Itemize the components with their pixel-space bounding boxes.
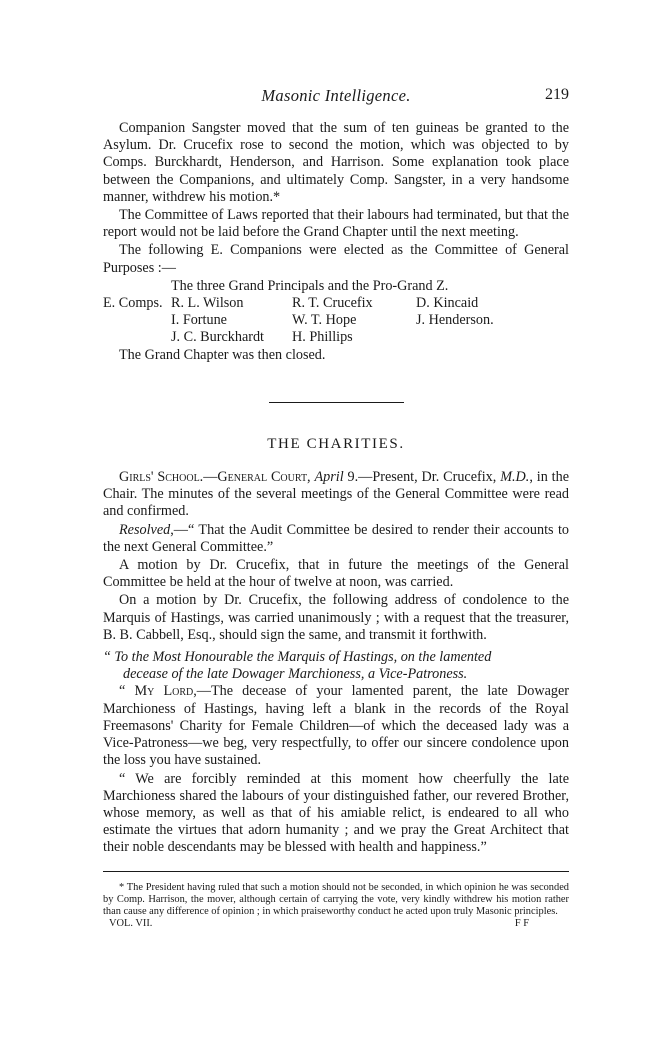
members-row (103, 295, 494, 312)
paragraph-committee-of-laws: The Committee of Laws reported that their labours had terminated, but that the report would not be laid before the Grand Chapter until the next meeting. (103, 207, 569, 241)
member-name: R. L. Wilson (171, 295, 244, 312)
address-title: “ To the Most Honourable the Marquis of Hastings, on the lamented decease of the late Dowager Marchioness, a Vice-Patroness. (103, 649, 492, 683)
girls-school-label: Girls' School. (119, 469, 204, 486)
volume-label: VOL. VII. (109, 917, 153, 929)
md-abbreviation: M.D. (500, 469, 530, 486)
running-title: Masonic Intelligence. (261, 86, 411, 105)
section-heading-charities: THE CHARITIES. (267, 435, 405, 452)
members-row (103, 329, 494, 346)
paragraph-sangster-motion: Companion Sangster moved that the sum of ten guineas be granted to the Asylum. Dr. Crucefix rose to second the motion, which was objected to by Comps. Burckhardt, Henderson, and Harrison. Some explanation took place between the Companions, and ultimately Comp. Sangster, in a very handsome manner, withdrew his motion.* (103, 120, 569, 205)
member-name: H. Phillips (292, 329, 353, 346)
paragraph-chapter-closed: The Grand Chapter was then closed. (119, 346, 326, 363)
member-name (416, 329, 494, 346)
letter-paragraph-2: “ We are forcibly reminded at this moment how cheerfully the late Marchioness shared the labours of your distinguished father, our revered Brother, whose memory, as well as that of his amiable relict, is endeared to all who estimate the virtues that adorn humanity ; and we pray the Great Architect that their noble descendants may be blessed with health and happiness.” (103, 770, 569, 856)
page-number: 219 (545, 86, 569, 103)
member-name: I. Fortune (171, 312, 227, 329)
signature-mark: F F (514, 917, 529, 929)
members-row (103, 312, 494, 329)
section-divider-rule (269, 402, 404, 403)
footnote: * The President having ruled that such a motion should not be seconded, in which opinion he was seconded by Comp. Harrison, the mover, although certain of carrying the vote, very kindly withdrew his motion rather than cause any difference of opinion ; in which praiseworthy conduct he acted upon truly Masonic principles. (103, 881, 569, 917)
member-name: W. T. Hope (292, 312, 357, 329)
salutation: My Lord, (134, 683, 197, 700)
committee-members-table (103, 295, 494, 347)
member-name: R. T. Crucefix (292, 295, 373, 312)
paragraph-companions-elected: The following E. Companions were elected as the Committee of General Purposes :— (103, 242, 569, 276)
paragraph-girls-school-court: Girls' School.—General Court, April 9.—Present, Dr. Crucefix, M.D., in the Chair. The minutes of the several meetings of the General Committee were read and confirmed. (103, 469, 570, 520)
resolved-word: Resolved (119, 521, 171, 538)
member-name: J. Henderson. (416, 312, 494, 329)
paragraph-meeting-hour-motion: A motion by Dr. Crucefix, that in future the meetings of the General Committee be held at the hour of twelve at noon, was carried. (103, 557, 569, 591)
court-date-month: April (314, 469, 344, 486)
page-body (103, 120, 569, 932)
member-name: D. Kincaid (416, 295, 479, 312)
footnote-rule (103, 871, 569, 872)
grand-principals-line: The three Grand Principals and the Pro-Grand Z. (171, 277, 449, 294)
general-court-label: General Court, (217, 469, 311, 486)
paragraph-resolved-audit: Resolved,—“ That the Audit Committee be desired to render their accounts to the next General Committee.” (103, 521, 569, 555)
page-footer (103, 918, 569, 932)
paragraph-condolence-motion: On a motion by Dr. Crucefix, the following address of condolence to the Marquis of Hastings, was carried unanimously ; with a request that the treasurer, B. B. Cabbell, Esq., should sign the same, and transmit it forthwith. (103, 592, 569, 643)
letter-paragraph-1: “ My Lord,—The decease of your lamented parent, the late Dowager Marchioness of Hastings, having left a blank in the records of the Royal Freemasons' Charity for Female Children—of which the deceased lady was a Vice-Patroness—we beg, very respectfully, to offer our sincere condolence upon the loss you have sustained. (103, 683, 569, 769)
members-prefix: E. Comps. (103, 295, 163, 312)
member-name: J. C. Burckhardt (171, 329, 264, 346)
